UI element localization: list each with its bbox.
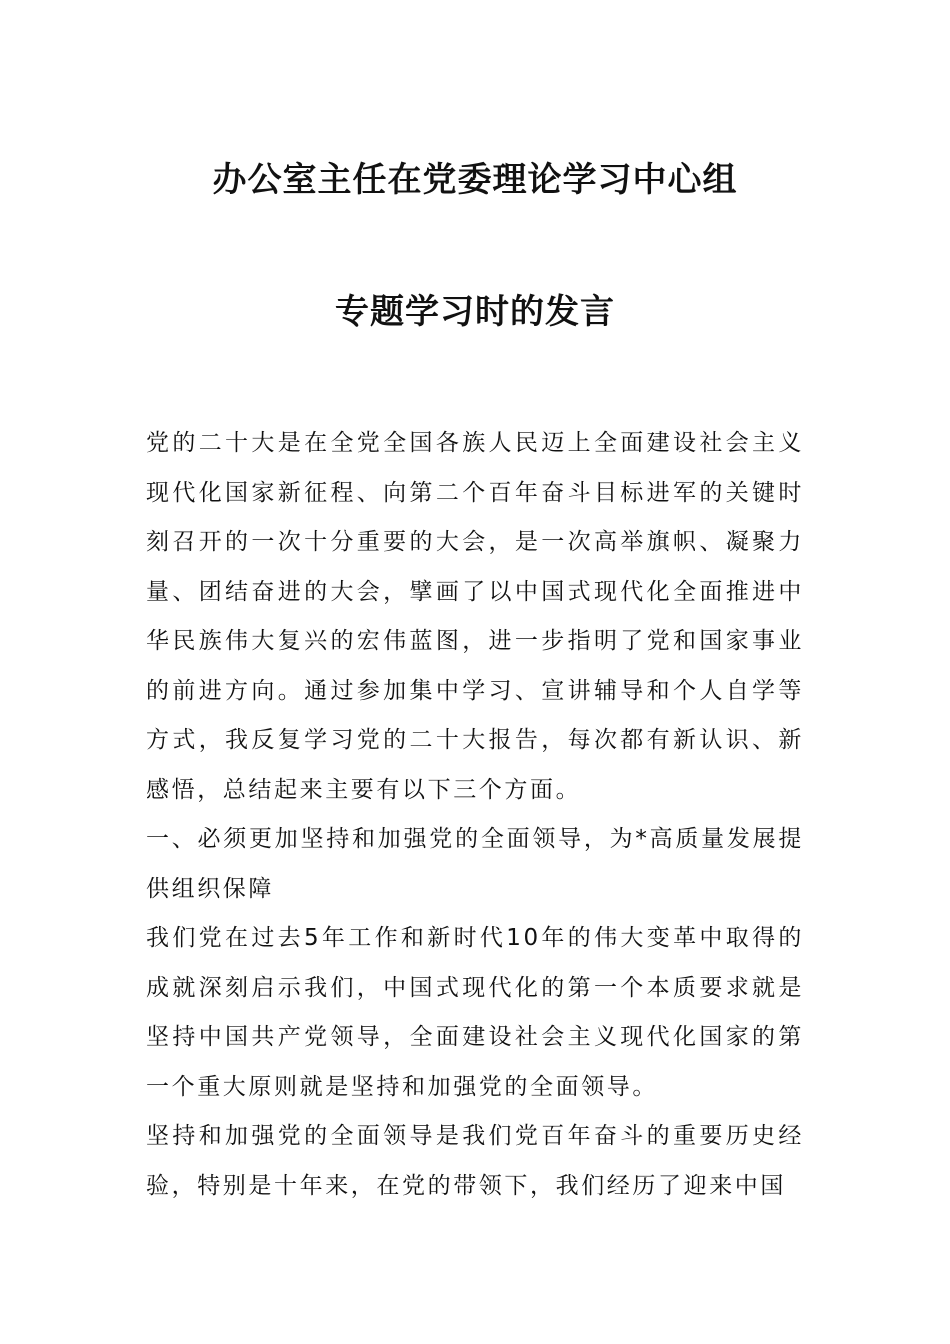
paragraph-intro: 党的二十大是在全党全国各族人民迈上全面建设社会主义现代化国家新征程、向第二个百年奋斗目标进军的关键时刻召开的一次十分重要的大会，是一次高举旗帜、凝聚力量、团结奋进的大会，擘画了以中国式现代化全面推进中华民族伟大复兴的宏伟蓝图，进一步指明了党和国家事业的前进方向。通过参加集中学习、宣讲辅导和个人自学等方式，我反复学习党的二十大报告，每次都有新认识、新感悟，总结起来主要有以下三个方面。 (146, 430, 804, 803)
document-body (146, 419, 804, 1211)
document-title-line-1: 办公室主任在党委理论学习中心组 (212, 160, 738, 200)
document-title-line-2: 专题学习时的发言 (335, 292, 615, 332)
paragraph-section-1-a: 我们党在过去5年工作和新时代10年的伟大变革中取得的成就深刻启示我们，中国式现代化的第一个本质要求就是坚持中国共产党领导，全面建设社会主义现代化国家的第一个重大原则就是坚持和加强党的全面领导。 (146, 925, 804, 1100)
section-heading-1: 一、必须更加坚持和加强党的全面领导，为*高质量发展提供组织保障 (146, 826, 804, 902)
paragraph-section-1-b: 坚持和加强党的全面领导是我们党百年奋斗的重要历史经验，特别是十年来，在党的带领下，我们经历了迎来中国 (146, 1123, 804, 1199)
